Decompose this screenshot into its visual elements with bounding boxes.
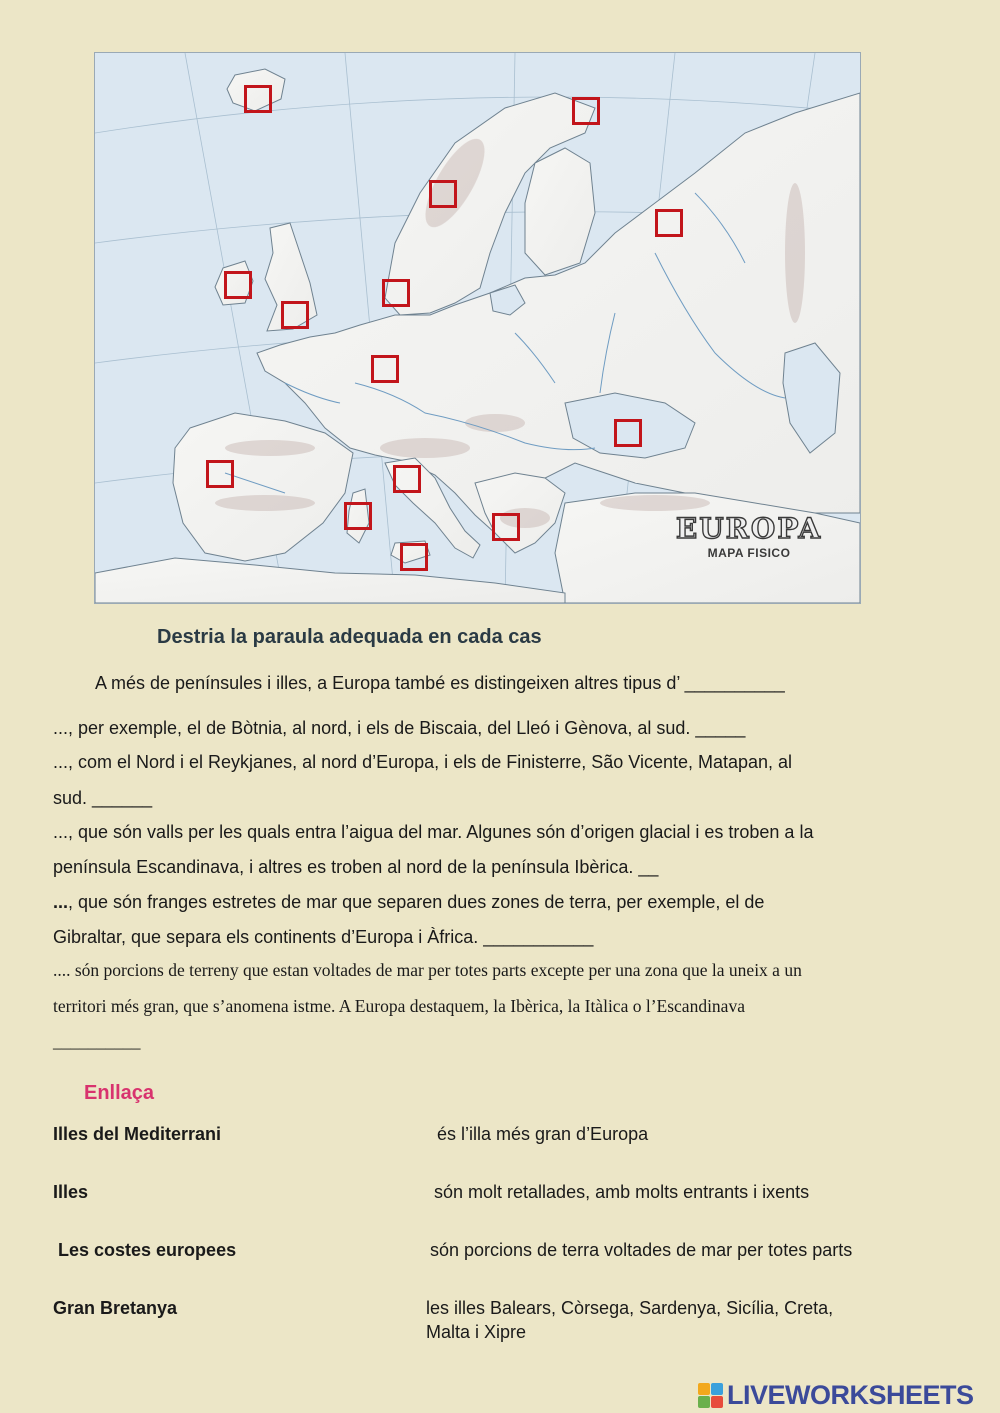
match-right-item-line1: les illes Balears, Còrsega, Sardenya, Sicília, Creta, [426,1298,834,1318]
match-left-item[interactable]: Illes del Mediterrani [53,1124,222,1144]
map-marker-ireland[interactable] [224,271,252,299]
match-left-item[interactable]: Illes [53,1182,89,1202]
exercise1-intro: A més de penínsules i illes, a Europa també es distingeixen altres tipus d’ __________ [95,673,785,693]
match-left-item[interactable]: Les costes europees [58,1240,237,1260]
exercise1-item-peninsulas-line3: __________ [53,1031,141,1051]
map-marker-denmark[interactable] [382,279,410,307]
map-marker-sardinia[interactable] [344,502,372,530]
map-marker-kola[interactable] [572,97,600,125]
map-marker-iberia[interactable] [206,460,234,488]
exercise1-heading: Destria la paraula adequada en cada cas [157,626,542,648]
exercise1-item-capes-line1: ..., com el Nord i el Reykjanes, al nord d’Europa, i els de Finisterre, São Vicente, Matapan, al [53,752,793,772]
map-marker-sicily[interactable] [400,543,428,571]
europe-physical-map [95,53,860,603]
brand-name: LIVEWORKSHEETS [727,1380,974,1410]
map-title: EUROPA [675,512,823,545]
map-marker-greece[interactable] [492,513,520,541]
liveworksheets-logo-icon [698,1383,723,1408]
match-right-item[interactable]: són porcions de terra voltades de mar per totes parts [430,1240,853,1260]
map-subtitle: MAPA FISICO [707,546,791,560]
exercise1-item-capes-line2: sud. ______ [53,788,153,808]
map-marker-central-europe[interactable] [371,355,399,383]
match-right-item-line2: Malta i Xipre [426,1322,527,1342]
exercise1-item-straits-text: , que són franges estretes de mar que separen dues zones de terra, per exemple, el de [68,892,765,912]
map-marker-great-britain[interactable] [281,301,309,329]
match-left-item[interactable]: Gran Bretanya [53,1298,178,1318]
liveworksheets-brand [698,1380,974,1411]
exercise1-item-straits-line2: Gibraltar, que separa els continents d’Europa i Àfrica. ___________ [53,927,594,947]
map-marker-white-sea[interactable] [655,209,683,237]
match-right-item[interactable]: és l’illa més gran d’Europa [437,1124,649,1144]
exercise1-item-straits-line1 [53,885,923,920]
exercise1-item-straits-prefix: ... [53,892,69,912]
match-right-item[interactable] [426,1296,833,1344]
exercise1-item-rias-line1: ..., que són valls per les quals entra l’aigua del mar. Algunes són d’origen glacial i es troben a la [53,822,814,842]
exercise1-item-peninsulas-line1: .... són porcions de terreny que estan voltades de mar per totes parts excepte per una zona que la uneix a un [53,960,802,980]
match-right-item[interactable]: són molt retallades, amb molts entrants i ixents [434,1182,810,1202]
exercise2-title: Enllaça [84,1082,155,1104]
exercise1-item-peninsulas-line2: territori més gran, que s’anomena istme. A Europa destaquem, la Ibèrica, la Itàlica o l’Escandinava [53,996,745,1016]
map-marker-crimea[interactable] [614,419,642,447]
exercise1-item-gulfs: ..., per exemple, el de Bòtnia, al nord, i els de Biscaia, del Lleó i Gènova, al sud. _____ [53,718,746,738]
exercise1-item-rias-line2: península Escandinava, i altres es troben al nord de la península Ibèrica. __ [53,857,659,877]
map-marker-gulf-bothnia[interactable] [429,180,457,208]
map-marker-iceland[interactable] [244,85,272,113]
map-marker-italy[interactable] [393,465,421,493]
